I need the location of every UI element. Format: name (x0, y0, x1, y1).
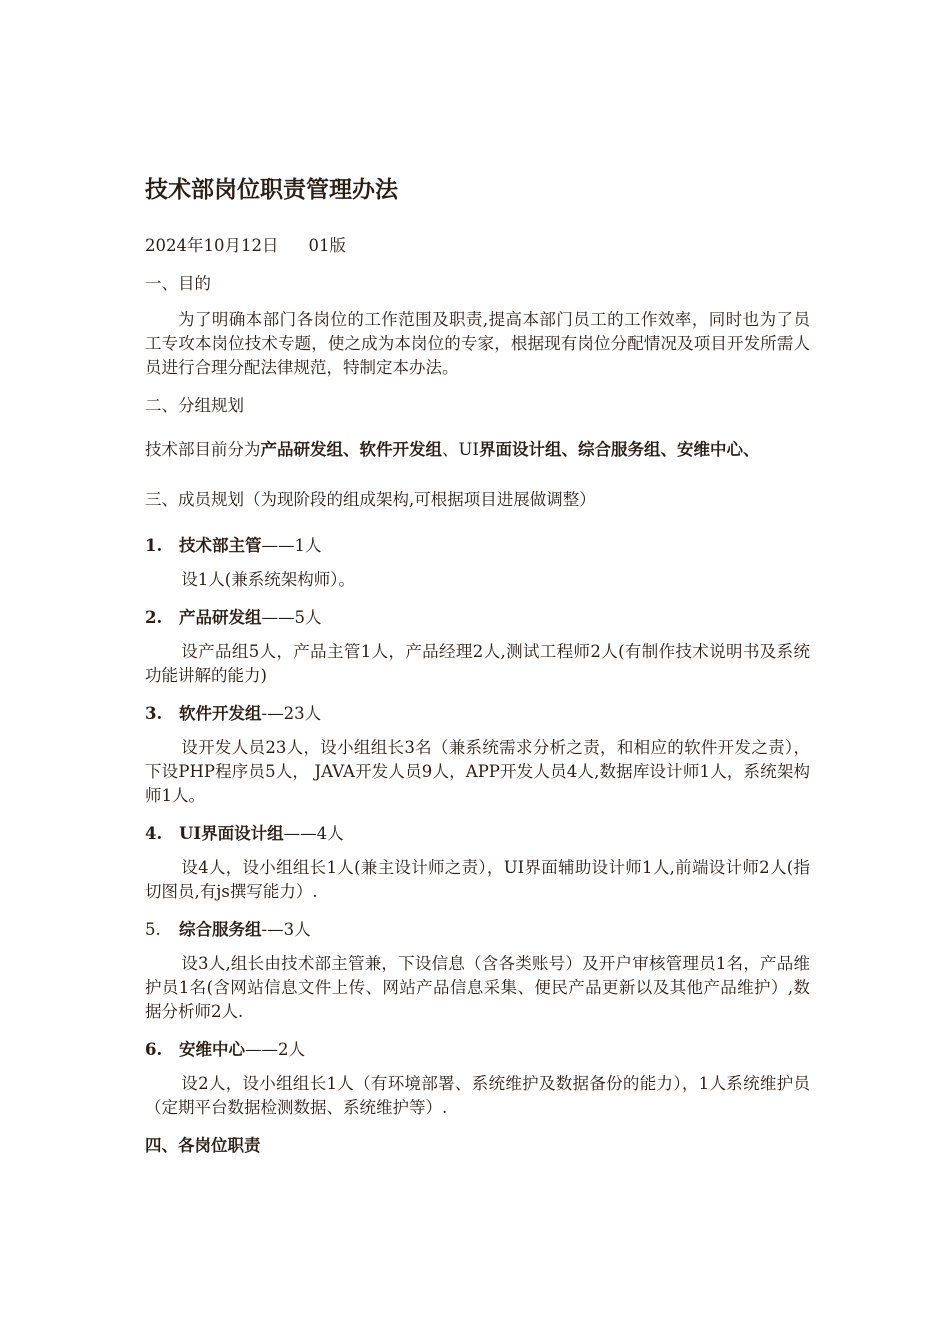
member-item (145, 534, 810, 592)
member-item-number: 6. (145, 1040, 163, 1059)
member-item-name: 安维中心 (179, 1040, 245, 1059)
member-item-heading (145, 606, 810, 630)
member-item-name: 技术部主管 (179, 536, 262, 555)
member-item-heading (145, 1038, 810, 1062)
document-body (145, 172, 810, 1175)
member-item-body: 设4人，设小组组长1人(兼主设计师之责），UI界面辅助设计师1人,前端设计师2人(指切图员,有js撰写能力）. (145, 858, 810, 901)
section-heading-duties: 四、各岗位职责 (145, 1136, 261, 1155)
document-title: 技术部岗位职责管理办法 (145, 176, 398, 203)
member-item-body: 设产品组5人，产品主管1人，产品经理2人,测试工程师2人(有制作技术说明书及系统功能讲解的能力) (145, 642, 810, 685)
member-item-body: 设2人，设小组组长1人（有环境部署、系统维护及数据备份的能力），1人系统维护员（定期平台数据检测数据、系统维护等）. (145, 1074, 810, 1117)
member-item-count: -—3人 (261, 920, 311, 939)
member-item-count: ——5人 (261, 608, 322, 627)
section-heading-members: 三、成员规划（为现阶段的组成架构,可根据项目进展做调整） (145, 490, 596, 509)
member-item-heading (145, 534, 810, 558)
grouping-prefix: 技术部目前分为 (145, 440, 261, 459)
member-item-body: 设3人,组长由技术部主管兼，下设信息（含各类账号）及开户审核管理员1名，产品维护员1名(含网站信息文件上传、网站产品信息采集、便民产品更新以及其他产品维护）,数据分析师2人. (145, 954, 810, 1021)
member-item-count: ——2人 (245, 1040, 305, 1059)
member-item-count: ——1人 (261, 536, 322, 555)
member-item-name: 综合服务组 (179, 920, 262, 939)
member-item-name: 软件开发组 (179, 704, 262, 723)
member-item (145, 1038, 810, 1120)
member-item-number: 4. (145, 824, 163, 843)
grouping-paragraph (145, 438, 810, 462)
grouping-mid: 、UI (442, 440, 479, 459)
section-heading-grouping: 二、分组规划 (145, 396, 244, 415)
member-item-number: 5. (145, 920, 161, 939)
member-item-heading (145, 822, 810, 846)
member-item-count: ——4人 (283, 824, 344, 843)
grouping-groups-2: 界面设计组、综合服务组、安维中心、 (478, 440, 760, 459)
member-item-number: 1. (145, 536, 163, 555)
member-item-heading (145, 702, 810, 726)
member-item-body: 设开发人员23人，设小组组长3名（兼系统需求分析之责，和相应的软件开发之责）， 下设PHP程序员5人， JAVA开发人员9人，APP开发人员4人,数据库设计师1人，系统架构师1人。 (145, 738, 810, 805)
member-item (145, 702, 810, 808)
grouping-groups: 产品研发组、软件开发组 (260, 440, 442, 459)
member-item (145, 606, 810, 688)
member-item-count: -—23人 (261, 704, 322, 723)
member-item-number: 2. (145, 608, 163, 627)
member-item (145, 822, 810, 904)
purpose-paragraph: 为了明确本部门各岗位的工作范围及职责,提高本部门员工的工作效率，同时也为了员工专攻本岗位技术专题，使之成为本岗位的专家，根据现有岗位分配情况及项目开发所需人员进行合理分配法律规范，特制定本办法。 (145, 310, 810, 377)
member-item-number: 3. (145, 704, 163, 723)
member-item-body: 设1人(兼系统架构师）。 (181, 570, 355, 589)
member-item-name: UI界面设计组 (179, 824, 284, 843)
member-item-heading (145, 918, 810, 942)
section-heading-purpose: 一、目的 (145, 274, 211, 293)
document-date: 2024年10月12日 (145, 236, 279, 255)
member-item (145, 918, 810, 1024)
member-item-name: 产品研发组 (179, 608, 262, 627)
date-version-line (145, 234, 810, 258)
document-version: 01版 (308, 236, 346, 255)
